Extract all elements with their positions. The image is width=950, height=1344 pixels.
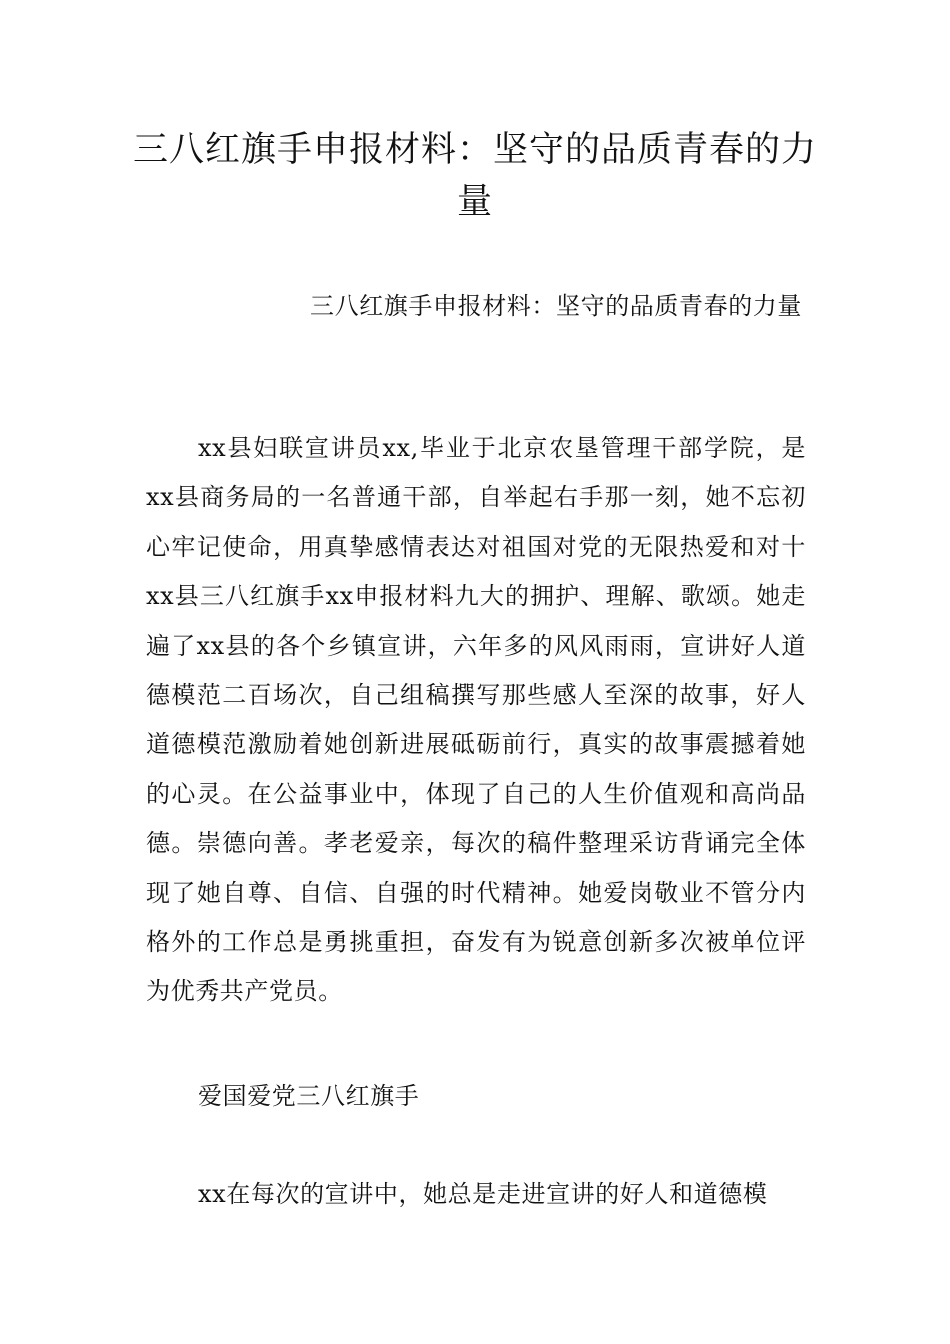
section-heading: 爱国爱党三八红旗手 — [198, 1082, 420, 1110]
document-subtitle: 三八红旗手申报材料：坚守的品质青春的力量 — [310, 292, 802, 320]
body-paragraph-2: xx在每次的宣讲中，她总是走进宣讲的好人和道德模 — [198, 1180, 768, 1208]
body-paragraph-1: xx县妇联宣讲员xx,毕业于北京农垦管理干部学院，是xx县商务局的一名普通干部，自举起右手那一刻，她不忘初心牢记使命，用真挚感情表达对祖国对党的无限热爱和对十xx县三八红旗手xx申报材料九大的拥护、理解、歌颂。她走遍了xx县的各个乡镇宣讲，六年多的风风雨雨，宣讲好人道德模范二百场次，自己组稿撰写那些感人至深的故事，好人道德模范激励着她创新进展砥砺前行，真实的故事震撼着她的心灵。在公益事业中，体现了自己的人生价值观和高尚品德。崇德向善。孝老爱亲，每次的稿件整理采访背诵完全体现了她自尊、自信、自强的时代精神。她爱岗敬业不管分内格外的工作总是勇挑重担，奋发有为锐意创新多次被单位评为优秀共产党员。 — [146, 434, 806, 1006]
document-title: 三八红旗手申报材料：坚守的品质青春的力量 — [132, 130, 817, 222]
